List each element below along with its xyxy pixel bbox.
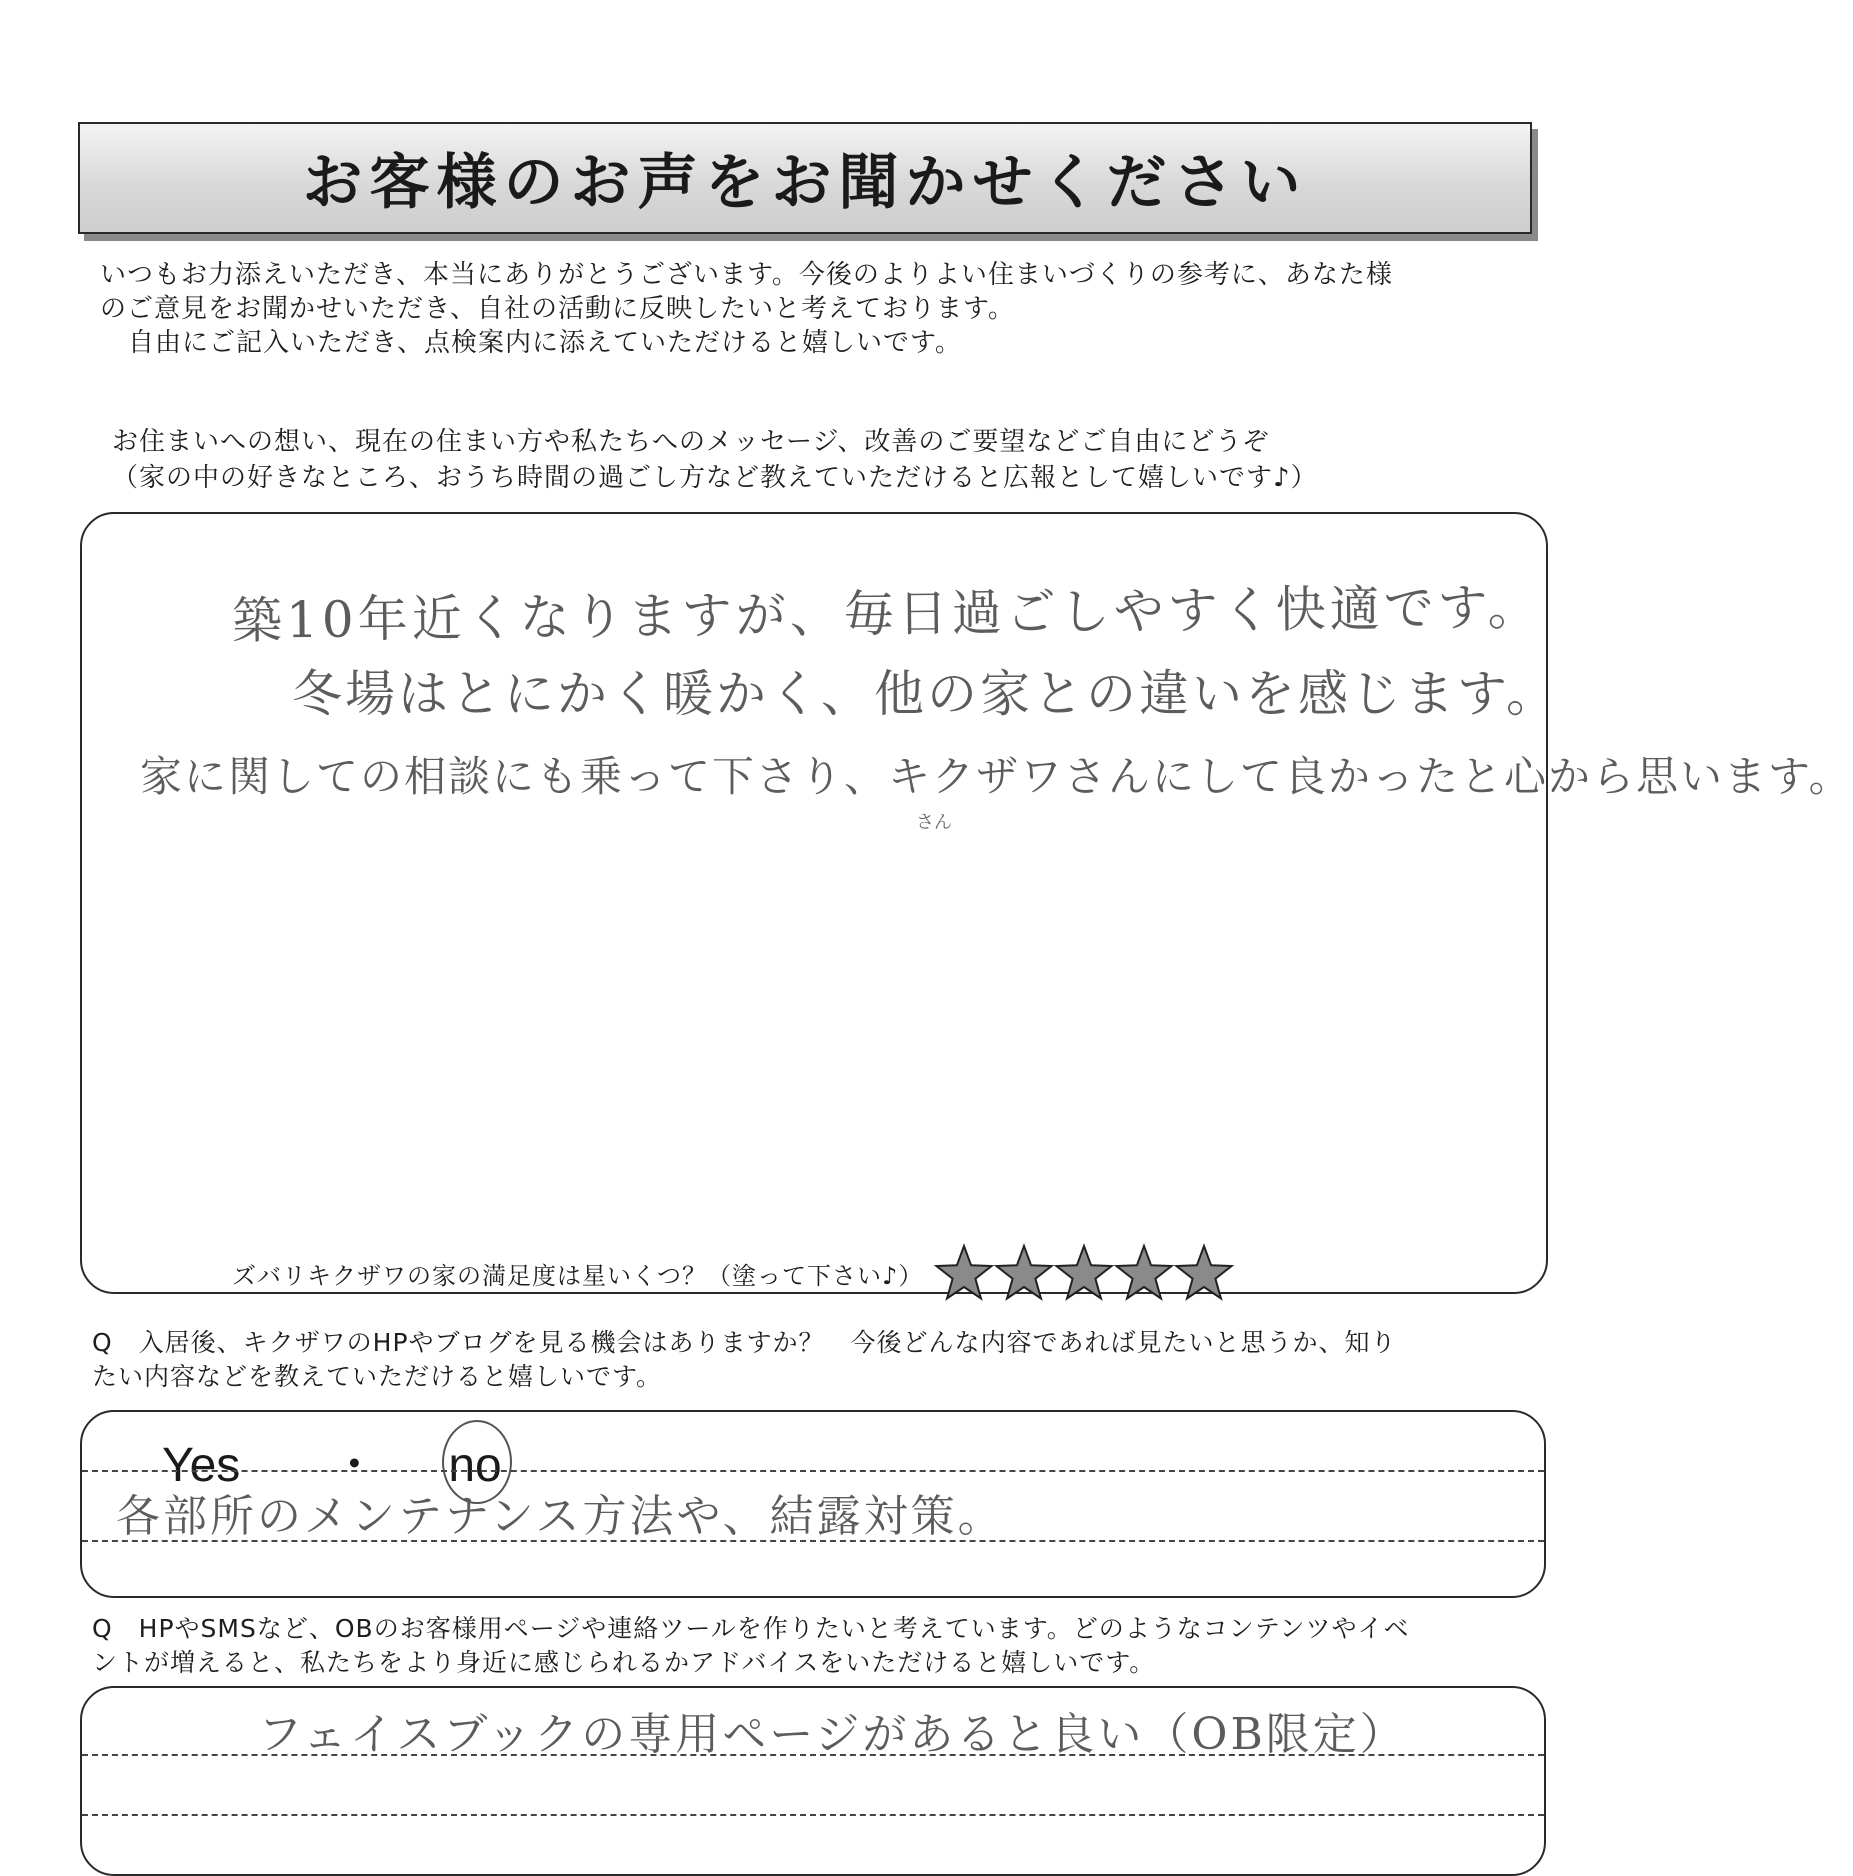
answer-box-1 (80, 1410, 1546, 1598)
star-rating[interactable] (933, 1242, 1233, 1304)
handwritten-ruby: さん (916, 812, 952, 833)
satisfaction-rating (232, 1242, 1233, 1304)
title-banner (78, 122, 1532, 234)
question-2 (92, 1612, 1542, 1680)
star-icon[interactable] (933, 1242, 995, 1304)
star-icon[interactable] (1173, 1242, 1235, 1304)
separator: ・ (330, 1439, 379, 1492)
intro-text (100, 258, 1540, 360)
star-shape (937, 1246, 992, 1299)
star-icon[interactable] (1053, 1242, 1115, 1304)
prompt-line: お住まいへの想い、現在の住まい方や私たちへのメッセージ、改善のご要望などご自由にどうぞ (112, 427, 1270, 457)
question-line: Q HPやSMSなど、OBのお客様用ページや連絡ツールを作りたいと考えています。どのようなコンテンツやイベ (92, 1614, 1410, 1643)
rating-label: ズバリキクザワの家の満足度は星いくつ？（塗って下さい♪） (232, 1261, 924, 1290)
star-shape (1117, 1246, 1172, 1299)
message-prompt (112, 424, 1552, 496)
prompt-line: （家の中の好きなところ、おうち時間の過ごし方など教えていただけると広報として嬉しいです♪） (112, 463, 1318, 493)
star-shape (1177, 1246, 1232, 1299)
intro-line: のご意見をお聞かせいただき、自社の活動に反映したいと考えております。 (100, 294, 1015, 324)
question-line: Q 入居後、キクザワのHPやブログを見る機会はありますか？ 今後どんな内容であれば見たいと思うか、知り (92, 1328, 1397, 1357)
answer-line (82, 1470, 1544, 1472)
answer-box-2 (80, 1686, 1546, 1876)
star-shape (997, 1246, 1052, 1299)
yes-option[interactable]: Yes (162, 1439, 241, 1492)
star-icon[interactable] (993, 1242, 1055, 1304)
handwritten-answer: 各部所のメンテナンス方法や、結露対策。 (116, 1491, 1005, 1542)
message-box (80, 512, 1853, 1294)
intro-line: いつもお力添えいただき、本当にありがとうございます。今後のよりよい住まいづくりの参考に、あなた様 (100, 260, 1393, 290)
star-icon[interactable] (1113, 1242, 1175, 1304)
handwritten-line: 冬場はとにかく暖かく、他の家との違いを感じます。 (292, 665, 1559, 723)
star-shape (1057, 1246, 1112, 1299)
handwritten-line: 築10年近くなりますが、毎日過ごしやすく快適です。 (231, 578, 1542, 650)
question-1 (92, 1326, 1542, 1394)
no-option-label: no (448, 1439, 502, 1492)
question-line: ントが増えると、私たちをより身近に感じられるかアドバイスをいただけると嬉しいです。 (92, 1648, 1156, 1677)
answer-line (82, 1814, 1544, 1816)
question-line: たい内容などを教えていただけると嬉しいです。 (92, 1362, 663, 1391)
page-title: お客様のお声をお聞かせください (302, 148, 1308, 218)
intro-line: 自由にご記入いただき、点検案内に添えていただけると嬉しいです。 (128, 328, 962, 358)
handwritten-answer: フェイスブックの専用ページがあると良い（OB限定） (258, 1709, 1407, 1760)
handwritten-line: 家に関しての相談にも乗って下さり、キクザワさんにして良かったと心から思います。 (140, 752, 1853, 801)
